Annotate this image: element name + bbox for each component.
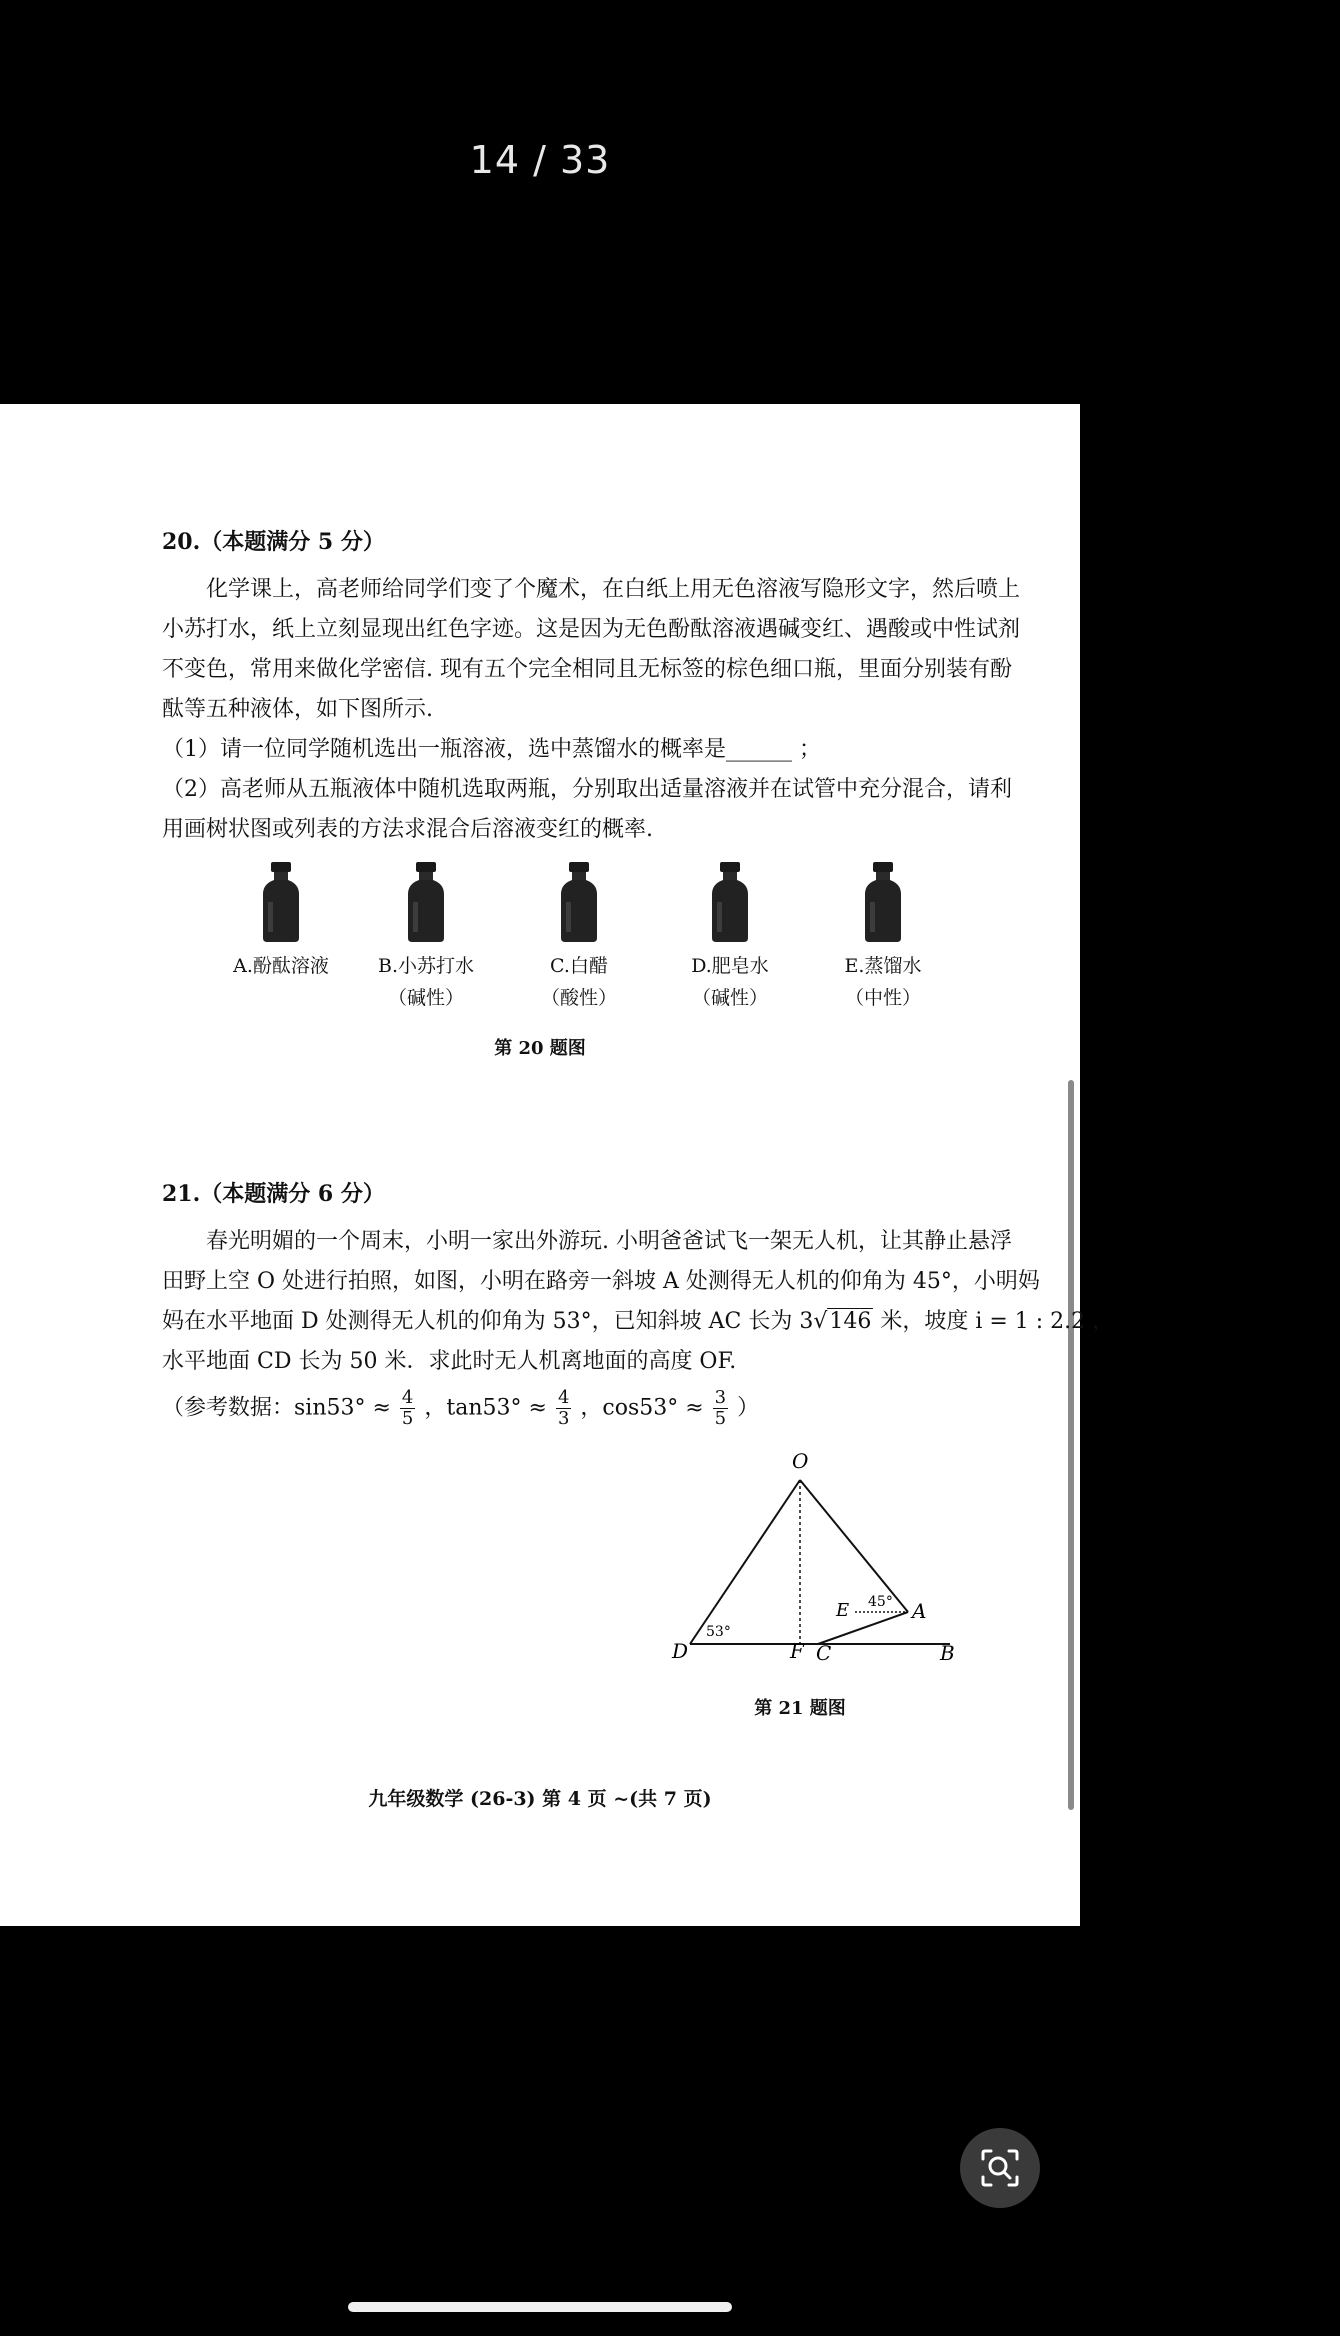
q20-sub1: （1）请一位同学随机选出一瓶溶液，选中蒸馏水的概率是______ ； <box>162 737 821 762</box>
question-21 <box>162 1174 1115 1429</box>
sin-num: 4 <box>401 1387 414 1408</box>
cos-fraction <box>713 1388 728 1429</box>
bottle-c-label: C.白醋 <box>550 955 608 977</box>
bottle-d <box>645 862 815 1014</box>
q21-para1: 春光明媚的一个周末，小明一家出外游玩. 小明爸爸试飞一架无人机，让其静止悬浮 <box>206 1229 1012 1254</box>
tan-fraction <box>556 1388 571 1429</box>
bottle-d-label: D.肥皂水 <box>691 955 769 977</box>
label-c: C <box>816 1641 832 1665</box>
q21-reference <box>162 1388 982 1429</box>
q21-title: 21.（本题满分 6 分） <box>162 1181 385 1207</box>
ref-tan-label: ，tan53° ≈ <box>424 1395 547 1421</box>
page-footer: 九年级数学 (26-3) 第 4 页 ~(共 7 页) <box>368 1788 712 1810</box>
page-indicator: 14 / 33 <box>469 138 611 182</box>
bottle-b-note: （碱性） <box>387 987 464 1009</box>
ref-cos-label: ，cos53° ≈ <box>580 1395 704 1421</box>
line-ca <box>818 1612 908 1644</box>
q21-para3-a: 妈在水平地面 D 处测得无人机的仰角为 53°，已知斜坡 AC 长为 3 <box>162 1309 814 1334</box>
cos-den: 5 <box>714 1408 727 1429</box>
bottle-icon <box>404 862 448 942</box>
q20-para1: 化学课上，高老师给同学们变了个魔术，在白纸上用无色溶液写隐形文字，然后喷上 <box>206 577 1021 602</box>
sin-fraction <box>400 1388 415 1429</box>
bottle-c <box>494 862 664 1014</box>
bottle-e-note: （中性） <box>844 987 921 1009</box>
label-a: A <box>912 1599 927 1623</box>
bottle-e-label: E.蒸馏水 <box>844 955 922 977</box>
bottle-e <box>798 862 968 1014</box>
ref-sin-label: （参考数据：sin53° ≈ <box>162 1395 391 1421</box>
bottle-c-note: （酸性） <box>540 987 617 1009</box>
label-b: B <box>940 1641 955 1665</box>
q20-caption: 第 20 题图 <box>494 1038 586 1059</box>
bottle-icon <box>708 862 752 942</box>
q21-para3 <box>162 1302 1115 1342</box>
q21-para3-sqrt: 146 <box>829 1309 872 1334</box>
visual-search-icon <box>979 2147 1021 2189</box>
q20-sub2b: 用画树状图或列表的方法求混合后溶液变红的概率. <box>162 817 653 842</box>
angle-a-label: 45° <box>868 1594 893 1610</box>
ref-close: ） <box>737 1395 760 1421</box>
visual-search-button[interactable] <box>960 2128 1040 2208</box>
sqrt-sign: √ <box>813 1309 828 1334</box>
q20-title: 20.（本题满分 5 分） <box>162 529 385 555</box>
document-page[interactable] <box>0 404 1115 1926</box>
q21-caption: 第 21 题图 <box>754 1698 846 1719</box>
bottle-icon <box>557 862 601 942</box>
tan-num: 4 <box>557 1387 570 1408</box>
label-d: D <box>672 1639 689 1663</box>
tan-den: 3 <box>557 1408 570 1429</box>
bottle-icon <box>259 862 303 942</box>
bottle-icon <box>861 862 905 942</box>
q20-sub2a: （2）高老师从五瓶液体中随机选取两瓶，分别取出适量溶液并在试管中充分混合，请利 <box>162 777 1012 802</box>
question-20 <box>162 522 1021 850</box>
bottle-b-label: B.小苏打水 <box>377 955 474 977</box>
q20-para3: 不变色，常用来做化学密信. 现有五个完全相同且无标签的棕色细口瓶，里面分别装有酚 <box>162 657 1012 682</box>
line-do <box>690 1480 800 1644</box>
sin-den: 5 <box>401 1408 414 1429</box>
q21-para4: 水平地面 CD 长为 50 米．求此时无人机离地面的高度 OF. <box>162 1349 737 1374</box>
line-oa <box>800 1480 908 1612</box>
angle-d-label: 53° <box>706 1624 731 1640</box>
label-f: F <box>790 1639 804 1663</box>
bottle-d-note: （碱性） <box>691 987 768 1009</box>
q20-para2: 小苏打水，纸上立刻显现出红色字迹。这是因为无色酚酞溶液遇碱变红、遇酸或中性试剂 <box>162 617 1021 642</box>
bottle-b <box>341 862 511 1014</box>
q21-para2: 田野上空 O 处进行拍照，如图，小明在路旁一斜坡 A 处测得无人机的仰角为 45°，小明妈 <box>162 1269 1040 1294</box>
bottle-a-label: A.酚酞溶液 <box>233 955 329 977</box>
home-indicator[interactable] <box>348 2302 732 2312</box>
q21-diagram <box>660 1432 980 1665</box>
q21-para3-b: 米，坡度 i = 1 : 2.2 ， <box>873 1309 1115 1334</box>
label-o: O <box>792 1449 809 1473</box>
label-e: E <box>836 1600 850 1621</box>
q20-para4: 酞等五种液体，如下图所示. <box>162 697 433 722</box>
cos-num: 3 <box>714 1387 727 1408</box>
